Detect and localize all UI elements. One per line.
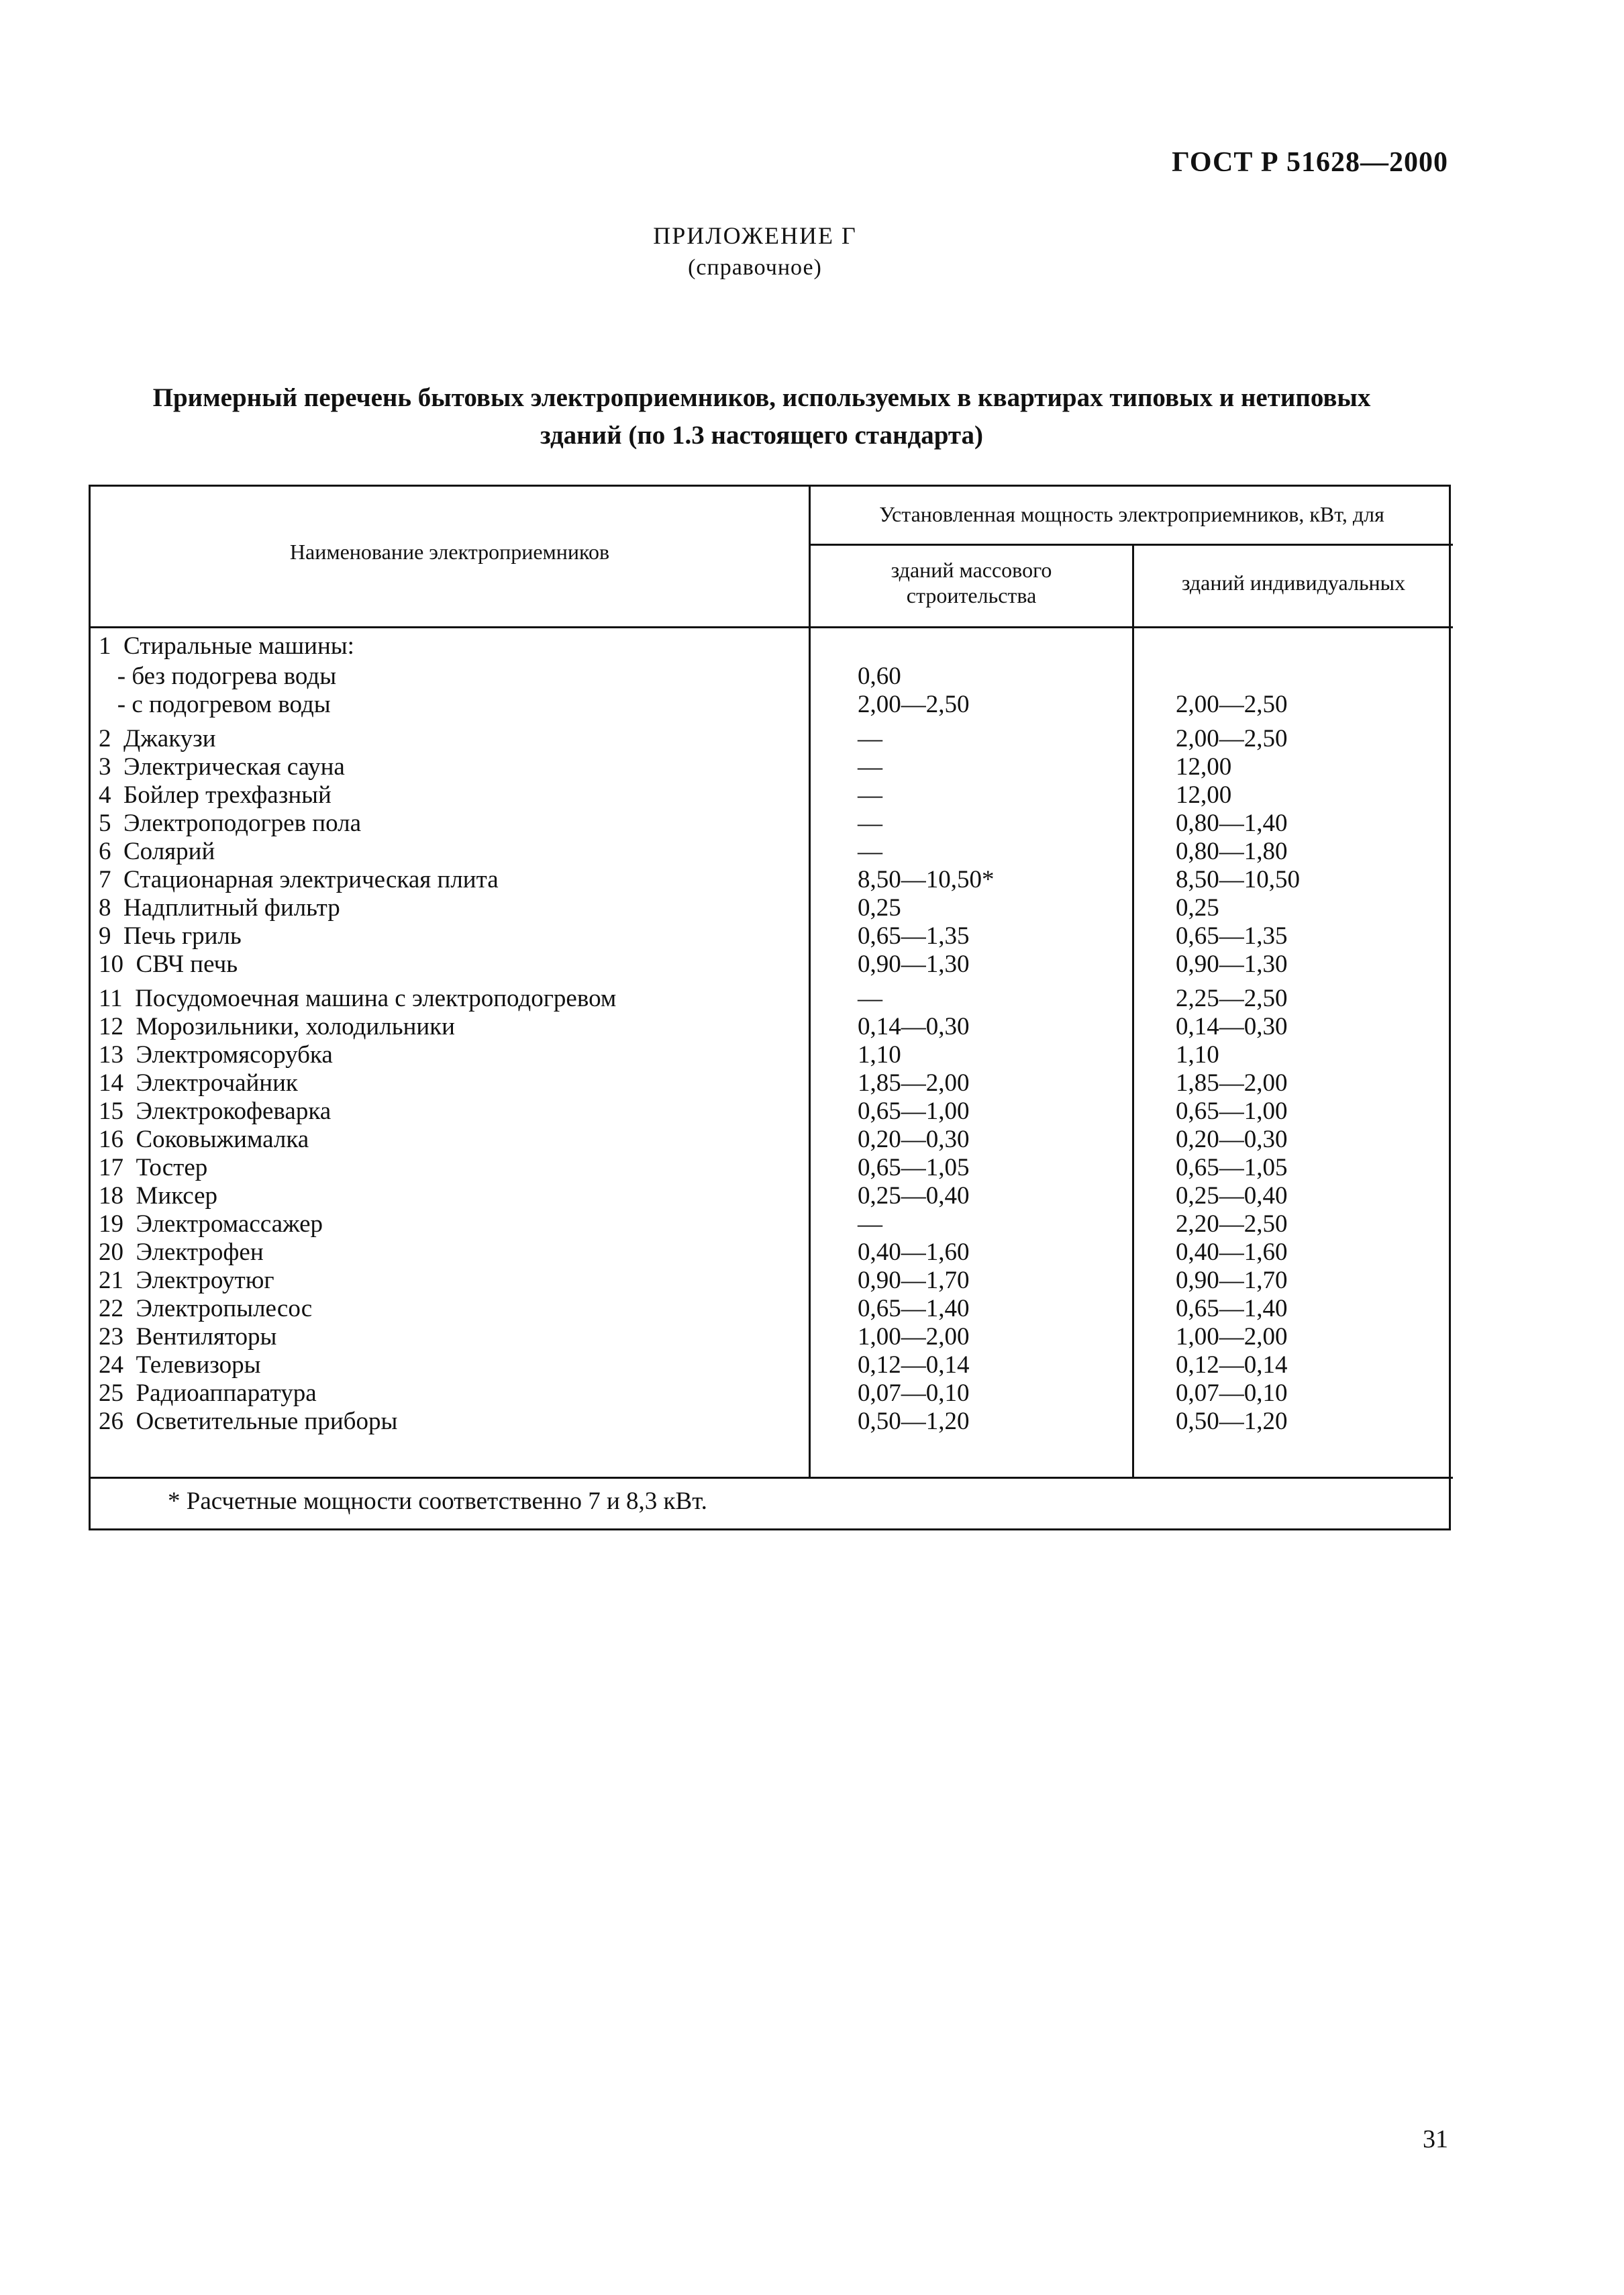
appendix-title: ПРИЛОЖЕНИЕ Г bbox=[653, 222, 857, 249]
table-row bbox=[91, 753, 1453, 781]
row-individual-cell: 0,65—1,40 bbox=[1176, 1295, 1288, 1322]
row-mass-cell: — bbox=[858, 985, 882, 1012]
row-mass-cell: 0,40—1,60 bbox=[858, 1238, 970, 1266]
table-row bbox=[91, 838, 1453, 866]
table-row bbox=[91, 1210, 1453, 1238]
row-mass-cell: 0,25 bbox=[858, 894, 901, 922]
row-name-cell: 20 Электрофен bbox=[99, 1238, 264, 1266]
row-mass-cell: — bbox=[858, 810, 882, 837]
table-row bbox=[91, 1013, 1453, 1041]
table-row bbox=[91, 1126, 1453, 1154]
header-group-divider bbox=[809, 544, 1453, 546]
table-row bbox=[91, 1154, 1453, 1182]
row-name-cell: 16 Соковыжималка bbox=[99, 1126, 309, 1153]
row-individual-cell: 0,90—1,30 bbox=[1176, 950, 1288, 978]
table-row bbox=[91, 866, 1453, 894]
row-mass-cell: 0,65—1,00 bbox=[858, 1097, 970, 1125]
row-individual-cell: 1,10 bbox=[1176, 1041, 1219, 1069]
header-name: Наименование электроприемников bbox=[289, 540, 610, 564]
row-name-cell: 18 Миксер bbox=[99, 1182, 218, 1210]
row-mass-cell: 0,20—0,30 bbox=[858, 1126, 970, 1153]
row-individual-cell: 1,00—2,00 bbox=[1176, 1323, 1288, 1351]
row-mass-cell: 0,07—0,10 bbox=[858, 1379, 970, 1407]
row-name-cell: 24 Телевизоры bbox=[99, 1351, 261, 1379]
row-individual-cell: 12,00 bbox=[1176, 781, 1232, 809]
row-individual-cell: 2,00—2,50 bbox=[1176, 725, 1288, 752]
row-name-cell: 10 СВЧ печь bbox=[99, 950, 238, 978]
row-individual-cell: 0,20—0,30 bbox=[1176, 1126, 1288, 1153]
row-name-cell: 19 Электромассажер bbox=[99, 1210, 323, 1238]
table-row bbox=[91, 1323, 1453, 1351]
row-individual-cell: 2,25—2,50 bbox=[1176, 985, 1288, 1012]
table-row bbox=[91, 985, 1453, 1013]
table-row bbox=[91, 725, 1453, 753]
header-mass-construction bbox=[811, 557, 1132, 608]
row-mass-cell: 0,60 bbox=[858, 663, 901, 690]
row-name-cell: 17 Тостер bbox=[99, 1154, 208, 1181]
table-row bbox=[91, 894, 1453, 922]
row-individual-cell: 0,12—0,14 bbox=[1176, 1351, 1288, 1379]
appendix-kind: (справочное) bbox=[688, 255, 822, 280]
row-mass-cell: 1,00—2,00 bbox=[858, 1323, 970, 1351]
table-row bbox=[91, 1097, 1453, 1126]
table-row bbox=[91, 1408, 1453, 1436]
header-power-group: Установленная мощность электроприемников, кВт, для bbox=[879, 502, 1384, 526]
table-row bbox=[91, 922, 1453, 950]
row-mass-cell: 0,14—0,30 bbox=[858, 1013, 970, 1040]
table-title-line-1: Примерный перечень бытовых электроприемников, используемых в квартирах типовых и нетиповых bbox=[152, 383, 1371, 412]
row-individual-cell: 1,85—2,00 bbox=[1176, 1069, 1288, 1097]
table-title-line-2: зданий (по 1.3 настоящего стандарта) bbox=[540, 421, 983, 450]
row-name-cell: 5 Электроподогрев пола bbox=[99, 810, 362, 837]
row-mass-cell: — bbox=[858, 725, 882, 752]
table-row bbox=[91, 1238, 1453, 1267]
page-number: 31 bbox=[1423, 2125, 1448, 2153]
table-row bbox=[91, 632, 1453, 661]
row-individual-cell: 0,07—0,10 bbox=[1176, 1379, 1288, 1407]
row-name-cell: 3 Электрическая сауна bbox=[99, 753, 345, 781]
row-individual-cell: 0,80—1,80 bbox=[1176, 838, 1288, 865]
header-mass-line-1: зданий массового bbox=[891, 558, 1052, 582]
table-title bbox=[81, 379, 1443, 454]
table-row bbox=[91, 781, 1453, 810]
row-mass-cell: 0,25—0,40 bbox=[858, 1182, 970, 1210]
row-mass-cell: 0,65—1,05 bbox=[858, 1154, 970, 1181]
row-name-cell: 13 Электромясорубка bbox=[99, 1041, 333, 1069]
row-name-cell: 11 Посудомоечная машина с электроподогревом bbox=[99, 985, 617, 1012]
row-mass-cell: 1,85—2,00 bbox=[858, 1069, 970, 1097]
row-name-cell: 1 Стиральные машины: bbox=[99, 632, 354, 660]
row-name-cell: 21 Электроутюг bbox=[99, 1267, 274, 1294]
row-mass-cell: 8,50—10,50* bbox=[858, 866, 995, 893]
row-individual-cell: 0,65—1,35 bbox=[1176, 922, 1288, 950]
power-table bbox=[89, 485, 1451, 1530]
table-row bbox=[91, 1379, 1453, 1408]
table-row bbox=[91, 1182, 1453, 1210]
footnote-divider bbox=[91, 1477, 1453, 1479]
row-mass-cell: — bbox=[858, 838, 882, 865]
row-name-cell: 14 Электрочайник bbox=[99, 1069, 298, 1097]
header-individual: зданий индивидуальных bbox=[1181, 571, 1406, 595]
row-name-cell: 25 Радиоаппаратура bbox=[99, 1379, 317, 1407]
row-individual-cell: 2,00—2,50 bbox=[1176, 691, 1288, 718]
table-row bbox=[91, 663, 1453, 691]
row-name-cell: 2 Джакузи bbox=[99, 725, 216, 752]
row-mass-cell: 0,50—1,20 bbox=[858, 1408, 970, 1435]
table-row bbox=[91, 1267, 1453, 1295]
table-row bbox=[91, 1069, 1453, 1097]
table-row bbox=[91, 1295, 1453, 1323]
row-mass-cell: 2,00—2,50 bbox=[858, 691, 970, 718]
row-mass-cell: 0,90—1,30 bbox=[858, 950, 970, 978]
document-code: ГОСТ Р 51628—2000 bbox=[1172, 147, 1448, 178]
row-name-cell: 8 Надплитный фильтр bbox=[99, 894, 340, 922]
row-name-cell: 15 Электрокофеварка bbox=[99, 1097, 332, 1125]
row-mass-cell: — bbox=[858, 1210, 882, 1238]
row-mass-cell: — bbox=[858, 781, 882, 809]
table-row bbox=[91, 1351, 1453, 1379]
row-individual-cell: 0,50—1,20 bbox=[1176, 1408, 1288, 1435]
row-individual-cell: 0,40—1,60 bbox=[1176, 1238, 1288, 1266]
row-mass-cell: 0,90—1,70 bbox=[858, 1267, 970, 1294]
table-row bbox=[91, 691, 1453, 719]
row-individual-cell: 0,14—0,30 bbox=[1176, 1013, 1288, 1040]
row-mass-cell: — bbox=[858, 753, 882, 781]
row-individual-cell: 0,65—1,05 bbox=[1176, 1154, 1288, 1181]
row-individual-cell: 0,80—1,40 bbox=[1176, 810, 1288, 837]
row-name-cell: 12 Морозильники, холодильники bbox=[99, 1013, 455, 1040]
row-name-cell: 22 Электропылесос bbox=[99, 1295, 313, 1322]
row-mass-cell: 0,65—1,40 bbox=[858, 1295, 970, 1322]
row-name-cell: 7 Стационарная электрическая плита bbox=[99, 866, 499, 893]
row-name-cell: 23 Вентиляторы bbox=[99, 1323, 277, 1351]
row-name-cell: 4 Бойлер трехфазный bbox=[99, 781, 332, 809]
table-footnote: * Расчетные мощности соответственно 7 и 8,3 кВт. bbox=[168, 1487, 707, 1515]
table-row bbox=[91, 950, 1453, 979]
row-mass-cell: 0,12—0,14 bbox=[858, 1351, 970, 1379]
row-individual-cell: 12,00 bbox=[1176, 753, 1232, 781]
table-row bbox=[91, 1041, 1453, 1069]
row-mass-cell: 1,10 bbox=[858, 1041, 901, 1069]
row-individual-cell: 0,65—1,00 bbox=[1176, 1097, 1288, 1125]
row-name-cell: 6 Солярий bbox=[99, 838, 215, 865]
row-individual-cell: 0,25 bbox=[1176, 894, 1219, 922]
row-name-cell: - с подогревом воды bbox=[99, 691, 331, 718]
row-mass-cell: 0,65—1,35 bbox=[858, 922, 970, 950]
row-name-cell: - без подогрева воды bbox=[99, 663, 337, 690]
row-name-cell: 9 Печь гриль bbox=[99, 922, 242, 950]
row-individual-cell: 8,50—10,50 bbox=[1176, 866, 1300, 893]
row-individual-cell: 0,90—1,70 bbox=[1176, 1267, 1288, 1294]
row-individual-cell: 2,20—2,50 bbox=[1176, 1210, 1288, 1238]
header-divider bbox=[91, 626, 1453, 628]
row-individual-cell: 0,25—0,40 bbox=[1176, 1182, 1288, 1210]
row-name-cell: 26 Осветительные приборы bbox=[99, 1408, 398, 1435]
header-mass-line-2: строительства bbox=[906, 583, 1037, 607]
table-row bbox=[91, 810, 1453, 838]
